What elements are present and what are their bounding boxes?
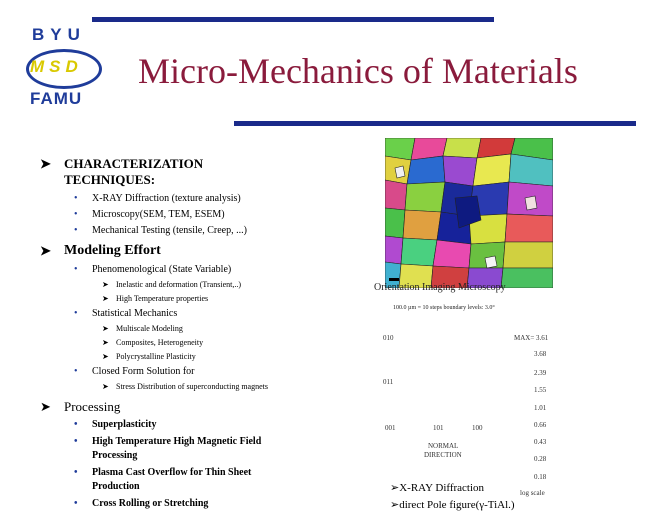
dot-bullet-icon: • (74, 419, 78, 430)
slide-outline (40, 156, 360, 511)
xray-caption: ➢X-RAY Diffraction (390, 482, 485, 494)
contour-level: 1.01 (534, 404, 547, 412)
dot-bullet-icon: • (74, 366, 78, 377)
oim-grain-map (385, 138, 553, 288)
normal-label-line2: DIRECTION (424, 451, 462, 459)
arrow-bullet-icon: ➤ (102, 352, 109, 361)
char-heading-line2: TECHNIQUES: (64, 172, 156, 187)
logo-msd-text: MSD (30, 57, 83, 76)
closed-subitem: ➤ Stress Distribution of superconducting magnets (40, 380, 360, 394)
max-density-label: MAX= 3.61 (514, 334, 549, 342)
log-scale-label: log scale (520, 489, 545, 497)
char-item: • Microscopy(SEM, TEM, ESEM) (40, 207, 360, 223)
phenom-subitem: ➤ Inelastic and deformation (Transient,..) (40, 278, 360, 292)
dot-bullet-icon: • (74, 225, 78, 236)
processing-item: • Superplasticity (74, 419, 157, 430)
pole-label-101: 101 (433, 424, 444, 432)
pole-label-011: 011 (383, 378, 394, 386)
contour-level: 2.39 (534, 369, 547, 377)
stat-subitem: ➤ Composites, Heterogeneity (40, 336, 360, 350)
middle-decorative-bar (234, 121, 636, 126)
slide-title: Micro-Mechanics of Materials (138, 51, 578, 91)
contour-level: 3.68 (534, 350, 547, 358)
arrow-bullet-icon: ➤ (102, 324, 109, 333)
dot-bullet-icon: • (74, 308, 78, 319)
phenomenological-item: • Phenomenological (State Variable) (40, 262, 360, 278)
stat-subitem: ➤ Polycrystalline Plasticity (40, 350, 360, 364)
arrow-bullet-icon: ➤ (40, 243, 51, 258)
dot-bullet-icon: • (74, 209, 78, 220)
top-decorative-bar (92, 17, 494, 22)
contour-level: 1.55 (534, 386, 547, 394)
modeling-heading: ➤ Modeling Effort (40, 243, 161, 258)
processing-item: • High Temperature High Magnetic Field Processing (74, 436, 262, 461)
stat-subitem: ➤ Multiscale Modeling (40, 322, 360, 336)
processing-item: • Plasma Cast Overflow for Thin Sheet Production (74, 467, 252, 492)
contour-level: 0.28 (534, 455, 547, 463)
logo-byu-text: BYU (32, 25, 86, 44)
dot-bullet-icon: • (74, 436, 78, 447)
arrow-bullet-icon: ➤ (102, 294, 109, 303)
normal-label-line1: NORMAL (428, 442, 459, 450)
statistical-item: • Statistical Mechanics (40, 306, 360, 322)
pole-figure-caption: ➢direct Pole figure(γ-TiAl.) (390, 499, 515, 511)
oim-scale-text: 100.0 µm = 10 steps boundary levels: 3.0° (393, 305, 495, 311)
logo-famu-text: FAMU (30, 89, 83, 108)
dot-bullet-icon: • (74, 193, 78, 204)
pole-label-010: 010 (383, 334, 394, 342)
contour-level: 0.43 (534, 438, 547, 446)
pole-label-001: 001 (385, 424, 396, 432)
arrow-bullet-icon: ➤ (40, 156, 51, 171)
arrow-bullet-icon: ➤ (102, 382, 109, 391)
dot-bullet-icon: • (74, 498, 78, 509)
processing-heading: ➤ Processing (40, 399, 121, 414)
byu-msd-famu-logo (22, 25, 106, 111)
dot-bullet-icon: • (74, 467, 78, 478)
phenom-subitem: ➤ High Temperature properties (40, 292, 360, 306)
arrow-bullet-icon: ➤ (102, 280, 109, 289)
arrow-bullet-icon: ➤ (40, 399, 51, 414)
oim-caption: Orientation Imaging Microscopy (374, 282, 506, 293)
processing-item: • Cross Rolling or Stretching (74, 498, 209, 509)
contour-level: 0.18 (534, 473, 547, 481)
arrow-bullet-icon: ➤ (102, 338, 109, 347)
char-heading-line1: CHARACTERIZATION (64, 156, 204, 171)
char-item: • Mechanical Testing (tensile, Creep, ...) (40, 223, 360, 239)
contour-level: 0.66 (534, 421, 547, 429)
pole-label-100: 100 (472, 424, 483, 432)
closed-form-item: • Closed Form Solution for (40, 364, 360, 380)
dot-bullet-icon: • (74, 264, 78, 275)
char-heading (40, 156, 360, 188)
char-item: • X-RAY Diffraction (texture analysis) (40, 191, 360, 207)
